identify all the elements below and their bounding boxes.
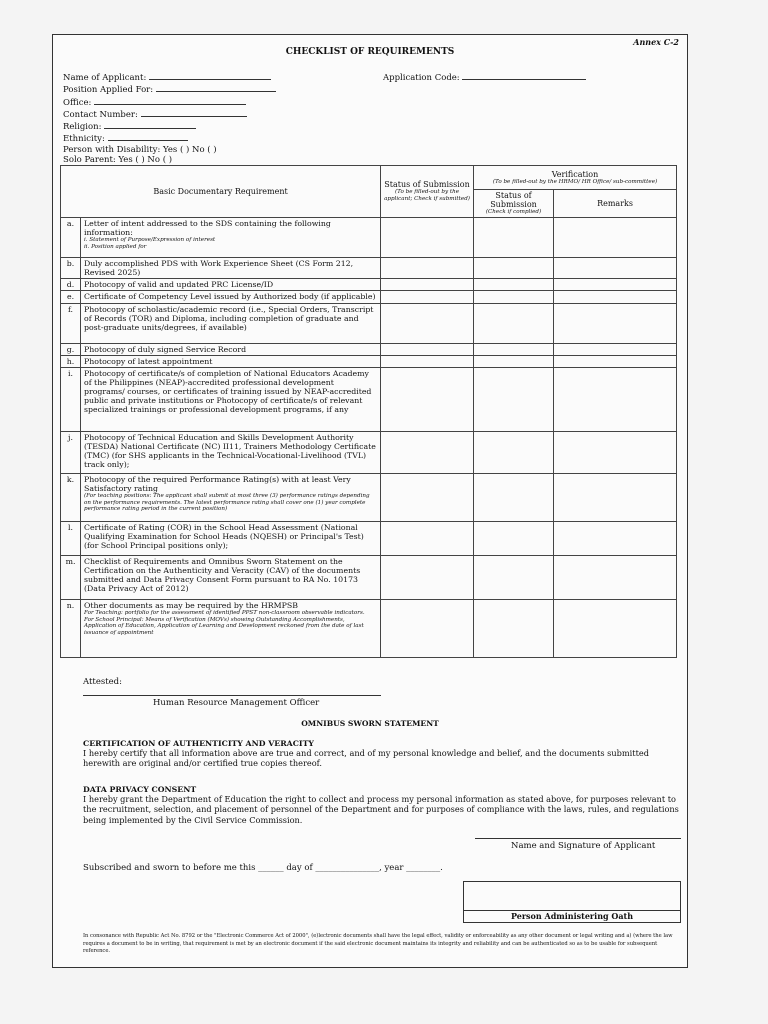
verification-status-cell[interactable] bbox=[474, 304, 554, 344]
remarks-cell[interactable] bbox=[554, 368, 677, 432]
solo-parent-line[interactable]: Solo Parent: Yes ( ) No ( ) bbox=[63, 155, 173, 166]
cav-heading: CERTIFICATION OF AUTHENTICITY AND VERACITY bbox=[83, 739, 314, 748]
row-requirement bbox=[81, 474, 381, 522]
religion-label: Religion: bbox=[63, 122, 102, 133]
status-cell[interactable] bbox=[381, 218, 474, 258]
table-row bbox=[61, 356, 677, 368]
status-cell[interactable] bbox=[381, 356, 474, 368]
remarks-cell[interactable] bbox=[554, 258, 677, 279]
row-letter: h. bbox=[61, 356, 81, 368]
remarks-header: Remarks bbox=[554, 190, 677, 218]
table-row bbox=[61, 522, 677, 556]
row-letter: a. bbox=[61, 218, 81, 258]
ethnicity-label: Ethnicity: bbox=[63, 134, 105, 145]
row-requirement bbox=[81, 356, 381, 368]
verification-status-cell[interactable] bbox=[474, 218, 554, 258]
app-code-label: Application Code: bbox=[383, 73, 460, 83]
row-requirement bbox=[81, 368, 381, 432]
requirement-note: i. Statement of Purpose/Expression of interest ii. Position applied for bbox=[84, 237, 216, 250]
row-requirement bbox=[81, 600, 381, 658]
status-cell[interactable] bbox=[381, 291, 474, 304]
annex-label: Annex C-2 bbox=[633, 37, 679, 47]
contact-label: Contact Number: bbox=[63, 109, 138, 120]
verification-status-cell[interactable] bbox=[474, 356, 554, 368]
sworn-statement-line[interactable]: Subscribed and sworn to before me this ______ day of _______________, year ________. bbox=[83, 863, 443, 873]
table-row bbox=[61, 344, 677, 356]
requirement-text: Photocopy of duly signed Service Record bbox=[84, 345, 247, 354]
requirement-text: Photocopy of latest appointment bbox=[84, 357, 213, 366]
table-row bbox=[61, 258, 677, 279]
row-requirement bbox=[81, 432, 381, 474]
document-page bbox=[52, 34, 688, 968]
app-code-field[interactable] bbox=[462, 71, 586, 80]
status-cell[interactable] bbox=[381, 556, 474, 600]
row-requirement bbox=[81, 218, 381, 258]
document-title: CHECKLIST OF REQUIREMENTS bbox=[285, 47, 455, 57]
status-cell[interactable] bbox=[381, 432, 474, 474]
applicant-signature-label: Name and Signature of Applicant bbox=[511, 841, 656, 851]
row-letter: l. bbox=[61, 522, 81, 556]
status-header-note: (To be filled-out by the applicant; Check if submitted) bbox=[384, 189, 470, 202]
table-row bbox=[61, 279, 677, 291]
remarks-cell[interactable] bbox=[554, 304, 677, 344]
omnibus-title: OMNIBUS SWORN STATEMENT bbox=[301, 719, 439, 728]
status-cell[interactable] bbox=[381, 258, 474, 279]
status-cell[interactable] bbox=[381, 304, 474, 344]
verification-status-cell[interactable] bbox=[474, 474, 554, 522]
remarks-cell[interactable] bbox=[554, 522, 677, 556]
table-row bbox=[61, 474, 677, 522]
table-row bbox=[61, 291, 677, 304]
verification-header bbox=[474, 166, 677, 190]
requirement-text: Photocopy of certificate/s of completion of National Educators Academy of the Philippines (NEAP)-accredited professional development programs/ courses, or certificates of training issued by NEAP-accredited public and private institutions or Photocopy of certificate/s of relevant specialized trainings or professional development programs, if any bbox=[84, 369, 372, 414]
pwd-line[interactable]: Person with Disability: Yes ( ) No ( ) bbox=[63, 144, 217, 155]
contact-field[interactable] bbox=[141, 108, 247, 117]
application-code bbox=[383, 71, 586, 83]
ver-status-label: Status of Submission bbox=[490, 191, 537, 210]
hr-officer-label: Human Resource Management Officer bbox=[153, 698, 320, 708]
requirement-text: Photocopy of the required Performance Rating(s) with at least Very Satisfactory rating bbox=[84, 475, 351, 493]
row-requirement bbox=[81, 304, 381, 344]
status-cell[interactable] bbox=[381, 344, 474, 356]
remarks-cell[interactable] bbox=[554, 432, 677, 474]
table-row bbox=[61, 368, 677, 432]
requirement-text: Duly accomplished PDS with Work Experience Sheet (CS Form 212, Revised 2025) bbox=[84, 259, 354, 277]
table-row bbox=[61, 556, 677, 600]
remarks-cell[interactable] bbox=[554, 556, 677, 600]
requirement-text: Photocopy of valid and updated PRC License/ID bbox=[84, 280, 274, 289]
table-row bbox=[61, 218, 677, 258]
table-row bbox=[61, 432, 677, 474]
verification-header-note: (To be filled-out by the HRMO/ HR Office/ sub-committee) bbox=[492, 178, 658, 185]
ethnicity-field[interactable] bbox=[108, 132, 188, 141]
attested-label: Attested: bbox=[83, 677, 122, 687]
row-requirement bbox=[81, 522, 381, 556]
verification-status-cell[interactable] bbox=[474, 344, 554, 356]
requirement-note: For Teaching: portfolio for the assessment of identified PPST non-classroom observable indicators. For School Principal: Means of Verification (MOVs) showing Outstanding Accomplishments, Application of Education, Application of Learning and Development reckoned from the date of last issuance of appointment bbox=[84, 610, 365, 636]
verification-status-cell[interactable] bbox=[474, 522, 554, 556]
dpc-heading: DATA PRIVACY CONSENT bbox=[83, 785, 197, 794]
row-requirement bbox=[81, 344, 381, 356]
verification-status-cell[interactable] bbox=[474, 368, 554, 432]
verification-status-cell[interactable] bbox=[474, 432, 554, 474]
ver-status-header bbox=[474, 190, 554, 218]
verification-status-cell[interactable] bbox=[474, 279, 554, 291]
requirement-text: Checklist of Requirements and Omnibus Sworn Statement on the Certification on the Authenticity and Veracity (CAV) of the documents submitted and Data Privacy Consent Form pursuant to RA No. 10173 (Data Privacy Act of 2012) bbox=[84, 557, 361, 593]
religion-field[interactable] bbox=[104, 120, 196, 129]
dpc-text: I hereby grant the Department of Education the right to collect and process my personal information as stated above, for purposes relevant to the recruitment, selection, and placement of personnel of the Department and for purposes of compliance with the laws, rules, and regulations being implemented by the Civil Service Commission. bbox=[83, 794, 679, 825]
remarks-cell[interactable] bbox=[554, 600, 677, 658]
remarks-cell[interactable] bbox=[554, 356, 677, 368]
status-cell[interactable] bbox=[381, 600, 474, 658]
remarks-cell[interactable] bbox=[554, 279, 677, 291]
verification-status-cell[interactable] bbox=[474, 291, 554, 304]
row-letter: m. bbox=[61, 556, 81, 600]
table-row bbox=[61, 304, 677, 344]
remarks-cell[interactable] bbox=[554, 291, 677, 304]
row-requirement bbox=[81, 291, 381, 304]
row-letter: j. bbox=[61, 432, 81, 474]
status-header bbox=[381, 166, 474, 218]
cav-text: I hereby certify that all information above are true and correct, and of my personal knowledge and belief, and the documents submitted herewith are original and/or certified true copies thereof. bbox=[83, 748, 649, 769]
basic-requirement-header: Basic Documentary Requirement bbox=[61, 166, 381, 218]
position-field[interactable] bbox=[156, 83, 276, 92]
verification-header-label: Verification bbox=[551, 169, 599, 179]
row-letter: b. bbox=[61, 258, 81, 279]
requirement-text: Photocopy of scholastic/academic record (i.e., Special Orders, Transcript of Records (TOR) and Diploma, including completion of graduate and post-graduate units/degrees, if available) bbox=[84, 305, 374, 332]
oath-signature-box[interactable] bbox=[463, 881, 681, 923]
requirement-text: Other documents as may be required by the HRMPSB bbox=[84, 601, 298, 610]
row-letter: g. bbox=[61, 344, 81, 356]
row-letter: d. bbox=[61, 279, 81, 291]
status-cell[interactable] bbox=[381, 522, 474, 556]
remarks-cell[interactable] bbox=[554, 474, 677, 522]
position-label: Position Applied For: bbox=[63, 85, 154, 96]
row-letter: k. bbox=[61, 474, 81, 522]
status-cell[interactable] bbox=[381, 368, 474, 432]
table-row bbox=[61, 600, 677, 658]
requirement-note: (For teaching positions: The applicant shall submit at most three (3) performance ratings depending on the performance requirements. The latest performance rating shall cover one (1) year complete performance rating period in the current position) bbox=[84, 493, 370, 513]
applicant-info bbox=[63, 71, 276, 165]
row-letter: i. bbox=[61, 368, 81, 432]
requirements-table bbox=[60, 165, 677, 658]
row-letter: n. bbox=[61, 600, 81, 658]
row-letter: f. bbox=[61, 304, 81, 344]
verification-status-cell[interactable] bbox=[474, 556, 554, 600]
ver-status-note: (Check if complied) bbox=[485, 209, 542, 216]
hr-signature-line[interactable] bbox=[83, 695, 381, 696]
verification-status-cell[interactable] bbox=[474, 258, 554, 279]
remarks-cell[interactable] bbox=[554, 344, 677, 356]
requirement-text: Photocopy of Technical Education and Skills Development Authority (TESDA) National Certificate (NC) II11, Trainers Methodology Certificate (TMC) (for SHS applicants in the Technical-Vocational-Livelihood (TVL) track only); bbox=[84, 433, 376, 469]
status-header-label: Status of Submission bbox=[384, 180, 470, 190]
dpc-section bbox=[83, 785, 683, 825]
applicant-signature-line[interactable] bbox=[475, 838, 681, 839]
row-requirement bbox=[81, 258, 381, 279]
name-field[interactable] bbox=[149, 71, 271, 80]
row-requirement bbox=[81, 556, 381, 600]
oath-label: Person Administering Oath bbox=[464, 910, 680, 922]
footnote: In consonance with Republic Act No. 8792 or the "Electronic Commerce Act of 2000", (e)lectronic documents shall have the legal effect, validity or enforceability as any other document or legal writing and a) (where the law requires a document to be in writing, that requirement is met by an electronic document if the said electronic document maintains its integrity and reliability and can be authenticated so as to be usable for subsequent reference. bbox=[83, 933, 673, 955]
verification-status-cell[interactable] bbox=[474, 600, 554, 658]
status-cell[interactable] bbox=[381, 474, 474, 522]
row-requirement bbox=[81, 279, 381, 291]
requirement-text: Certificate of Rating (COR) in the School Head Assessment (National Qualifying Examination for School Heads (NQESH) or Principal's Test) (for School Principal positions only); bbox=[84, 523, 364, 550]
office-label: Office: bbox=[63, 97, 92, 108]
cav-section bbox=[83, 739, 683, 769]
office-field[interactable] bbox=[94, 96, 246, 105]
status-cell[interactable] bbox=[381, 279, 474, 291]
remarks-cell[interactable] bbox=[554, 218, 677, 258]
name-label: Name of Applicant: bbox=[63, 73, 147, 83]
requirement-text: Certificate of Competency Level issued by Authorized body (if applicable) bbox=[84, 292, 376, 301]
requirement-text: Letter of intent addressed to the SDS containing the following information: bbox=[84, 219, 331, 237]
row-letter: e. bbox=[61, 291, 81, 304]
